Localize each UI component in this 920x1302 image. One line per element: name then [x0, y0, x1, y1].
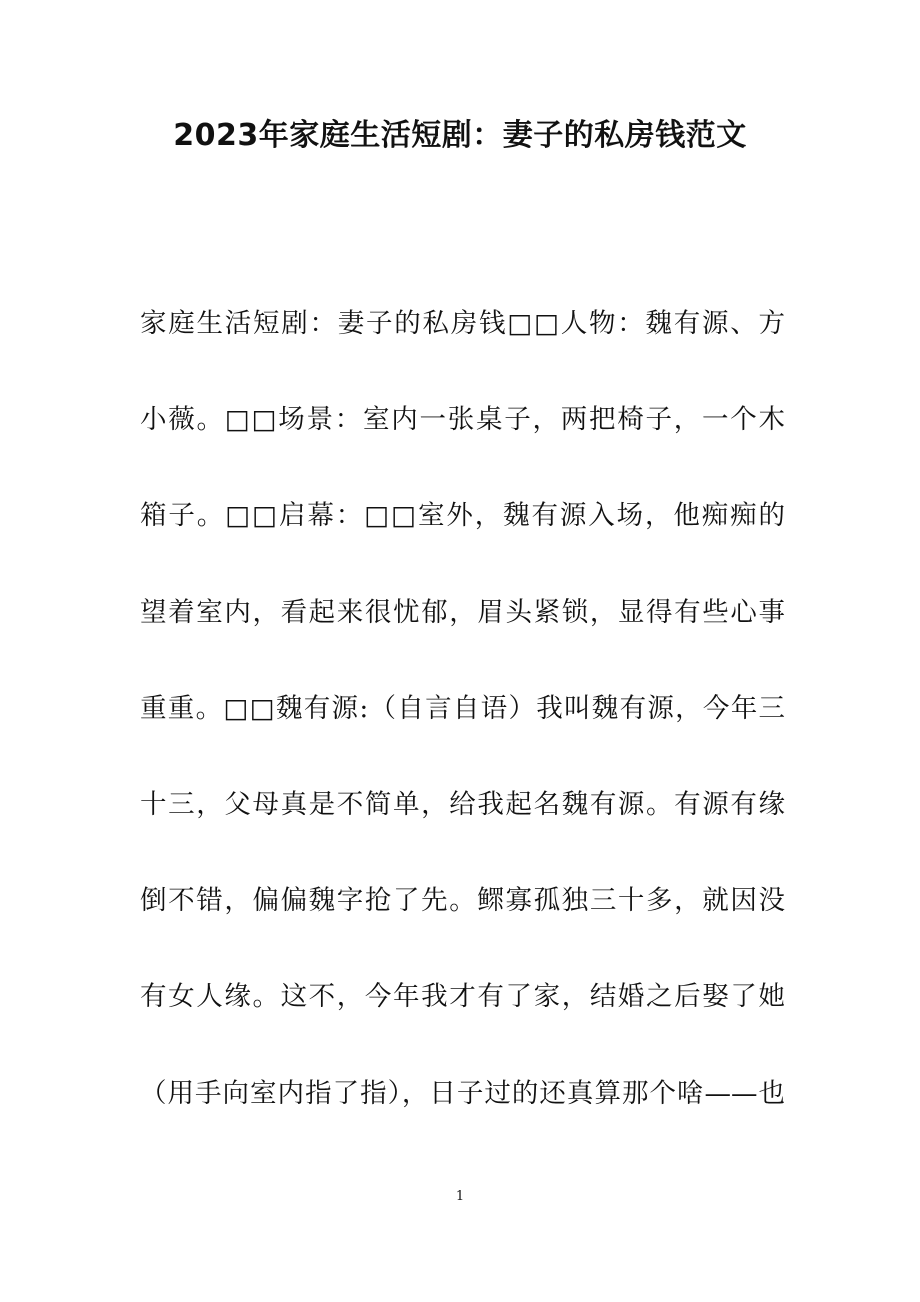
page-number: 1 [455, 1189, 465, 1204]
document-body [140, 300, 785, 1166]
body-line: （用手向室内指了指），日子过的还真算那个啥——也 [140, 1077, 785, 1109]
body-line: 倒不错，偏偏魏字抢了先。鳏寡孤独三十多，就因没 [140, 885, 785, 917]
body-line: 箱子。□□启幕：□□室外，魏有源入场，他痴痴的 [140, 500, 785, 532]
body-line: 小薇。□□场景：室内一张桌子，两把椅子，一个木 [140, 404, 785, 436]
body-line: 家庭生活短剧：妻子的私房钱□□人物：魏有源、方 [140, 308, 785, 339]
body-line: 有女人缘。这不，今年我才有了家，结婚之后娶了她 [140, 981, 785, 1013]
body-line: 重重。□□魏有源:（自言自语）我叫魏有源，今年三 [140, 692, 785, 724]
document-title: 2023年家庭生活短剧：妻子的私房钱范文 [173, 118, 747, 153]
body-line: 望着室内，看起来很忧郁，眉头紧锁，显得有些心事 [140, 596, 785, 628]
body-line: 十三，父母真是不简单，给我起名魏有源。有源有缘 [140, 788, 785, 820]
